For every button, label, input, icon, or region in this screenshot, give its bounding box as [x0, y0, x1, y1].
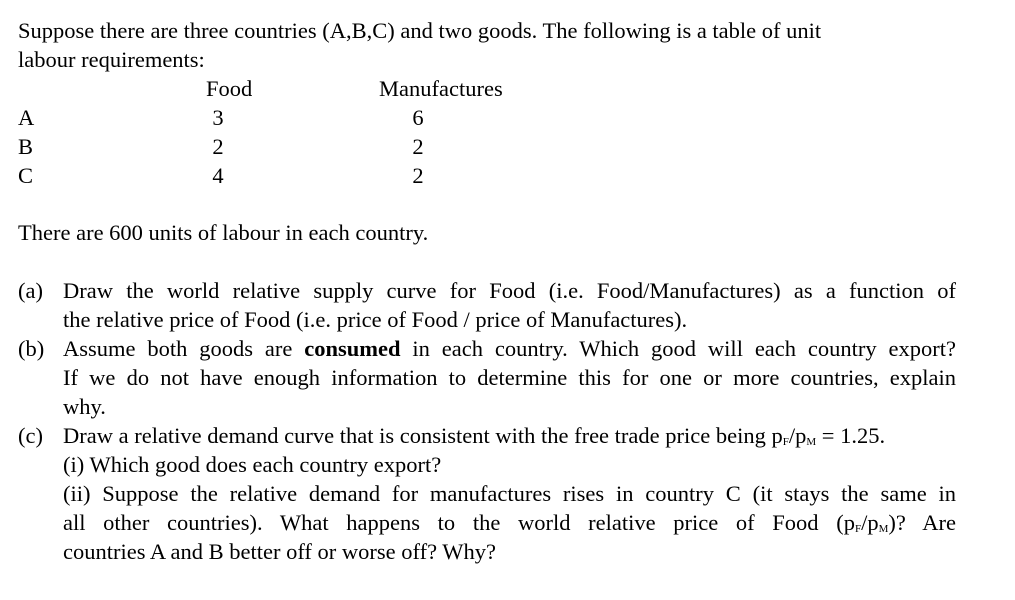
intro-line-2: labour requirements:	[18, 47, 205, 72]
header-manufactures: Manufactures	[379, 76, 503, 101]
question-c-ii-end: )? Are	[888, 510, 957, 535]
cell-c-food: 4	[212, 163, 224, 188]
labour-requirements-table	[18, 74, 578, 194]
cell-c-manufactures: 2	[412, 163, 424, 188]
question-c-part-ii-line-2	[63, 508, 956, 537]
question-c-part-ii-line-3: countries A and B better off or worse off? Why?	[63, 539, 497, 564]
question-c-part-ii-line-1: (ii) Suppose the relative demand for manufactures rises in country C (it stays the same in	[63, 481, 956, 506]
question-c-label: (c)	[18, 423, 43, 448]
question-c-part-i: (i) Which good does each country export?	[63, 452, 442, 477]
labour-endowment-sentence: There are 600 units of labour in each country.	[18, 220, 429, 245]
question-a	[18, 276, 956, 334]
question-c-ii-text: all other countries). What happens to the world relative price of Food (p	[63, 510, 855, 535]
question-a-label: (a)	[18, 278, 43, 303]
question-list	[18, 276, 956, 566]
row-label-b: B	[18, 134, 34, 159]
price-slash-2: /p	[861, 510, 879, 535]
subscript-f-2: F	[854, 523, 862, 535]
question-b-line-3: why.	[63, 394, 106, 419]
question-c-line-1	[63, 421, 956, 450]
price-value: = 1.25.	[816, 423, 886, 448]
subscript-m: M	[806, 436, 817, 448]
question-a-line-1: Draw the world relative supply curve for Food (i.e. Food/Manufactures) as a function of	[63, 278, 956, 303]
header-food: Food	[206, 76, 253, 101]
question-b-bold-consumed: consumed	[304, 336, 401, 361]
intro-paragraph	[18, 16, 956, 74]
question-b-line-1	[63, 334, 956, 363]
question-b-post: in each country. Which good will each country export?	[400, 336, 956, 361]
cell-b-manufactures: 2	[412, 134, 424, 159]
question-b	[18, 334, 956, 421]
subscript-m-2: M	[878, 523, 889, 535]
price-slash: /p	[788, 423, 807, 448]
question-b-label: (b)	[18, 336, 45, 361]
question-b-line-2: If we do not have enough information to determine this for one or more countries, explain	[63, 365, 956, 390]
question-b-pre: Assume both goods are	[63, 336, 305, 361]
row-label-c: C	[18, 163, 34, 188]
question-c	[18, 421, 956, 566]
cell-b-food: 2	[212, 134, 224, 159]
intro-line-1: Suppose there are three countries (A,B,C) and two goods. The following is a table of unit	[18, 18, 822, 43]
cell-a-manufactures: 6	[412, 105, 424, 130]
question-c-text: Draw a relative demand curve that is consistent with the free trade price being p	[63, 423, 783, 448]
cell-a-food: 3	[212, 105, 224, 130]
row-label-a: A	[18, 105, 35, 130]
subscript-f: F	[782, 436, 789, 448]
question-a-line-2: the relative price of Food (i.e. price of Food / price of Manufactures).	[63, 307, 688, 332]
